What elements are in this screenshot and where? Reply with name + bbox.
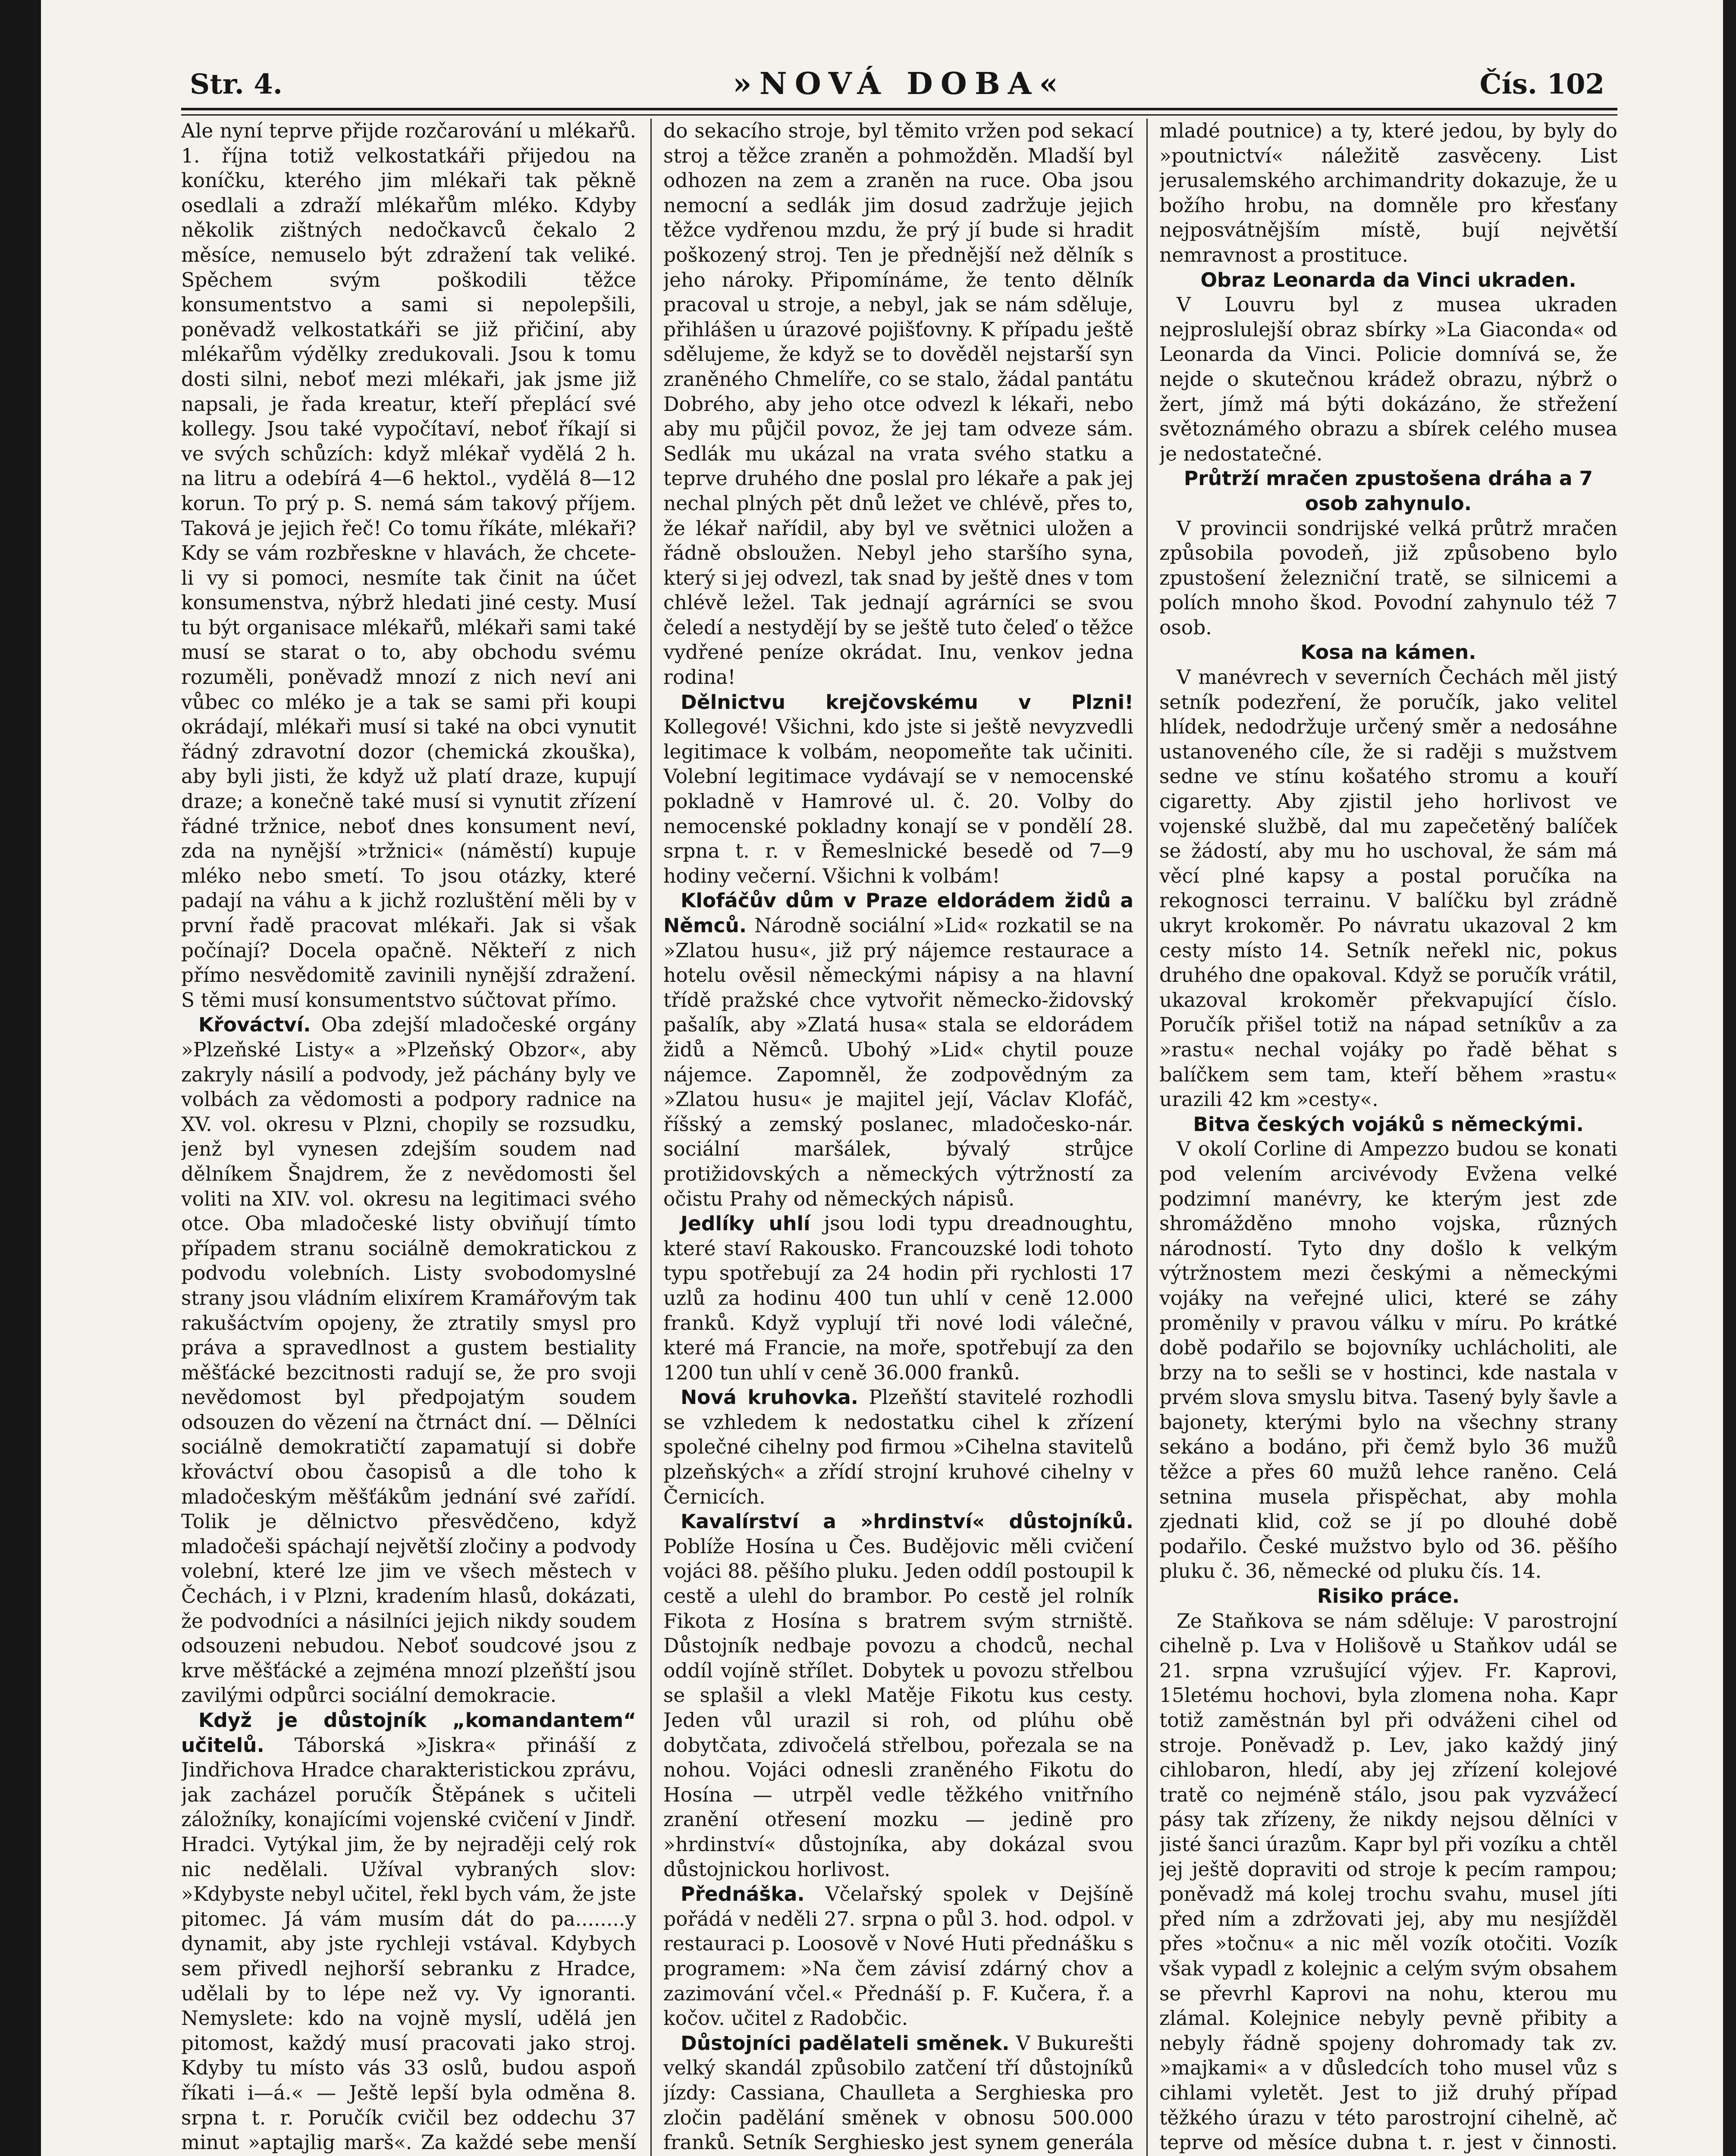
article-headline: Důstojníci padělateli směnek. <box>681 2031 1010 2055</box>
article-body: V Louvru byl z musea ukraden nejproslulejší obraz sbírky »La Giaconda« od Leonarda da Vinci. Policie domnívá se, že nejde o skutečnou krádež obrazu, nýbrž o žert, jímž má býti dokázáno, že střežení světoznámého obrazu a sbírek celého musea je nedostatečné. <box>1159 293 1617 465</box>
article-text: mladé poutnice) a ty, které jedou, by byly do »poutnictví« náležitě zasvěceny. List jerusalemského archimandrity dokazuje, že u božího hrobu, na domněle pro křesťany nejposvátnějším místě, bují největší nemravnost a prostituce. <box>1159 119 1617 266</box>
article-headline: Křováctví. <box>198 1013 311 1037</box>
column-divider <box>650 119 652 2156</box>
article-body: V manévrech v severních Čechách měl jistý setník podezření, že poručík, jako velitel hlídek, nedodržuje určený směr a nedosáhne ustanoveného cíle, že si raději s mužstvem sedne ve stínu košatého stromu a kouří cigaretty. Aby zjistil jeho horlivost ve vojenské službě, dal mu zapečetěný balíček se žádostí, aby mu ho uschoval, že sám má věcí plné kapsy a postal poručíka na rekognosci terrainu. V balíčku byl zrádně ukryt krokoměr. Po návratu ukazoval 2 km cesty místo 14. Setník neřekl nic, pokus druhého dne opakoval. Když se poručík vrátil, ukazoval krokoměr překvapující číslo. Poručík přišel totiž na nápad setníkův a za »rastu« nechal vojáky po řadě běhat s balíčkem sem tam, kteří během »rastu« urazili 42 km »cesty«. <box>1159 666 1617 1111</box>
article-paragraph <box>663 1509 1133 1882</box>
article-text: Národně sociální »Lid« rozkatil se na »Zlatou husu«, již prý nájemce restaurace a hotelu ověsil německými nápisy a na hlavní třídě pražské chce vytvořit německo-židovský pašalík, aby »Zlatá husa« stala se eldorádem židů a Němců. Ubohý »Lid« chytil pouze nájemce. Zapomněl, že zodpovědným za »Zlatou husu« je majitel její, Václav Klofáč, říšský a zemský poslanec, mladočesko-nár. sociální maršálek, bývalý strůjce protižidovských a německých výtržností za očistu Prahy od německých nápisů. <box>663 914 1133 1210</box>
article-headline: Když je důstojník „komandantem“ učitelů. <box>181 1709 636 1757</box>
newspaper-title: »NOVÁ DOBA« <box>733 66 1066 101</box>
article-text: V Bukurešti velký skandál způsobilo zatčení tří důstojníků jízdy: Cassiana, Chaulleta a Serghieska pro zločin padělání směnek v obnosu 500.000 franků. Setník Serghiesko jest synem generála <box>663 2031 1133 2154</box>
article-headline: Jedlíky uhlí <box>681 1212 810 1235</box>
article-text: Kollegové! Všichni, kdo jste si ještě nevyzvedli legitimace k volbám, neopomeňte tak učiniti. Volební legitimace vydávají se v nemocenské pokladně v Hamrové ul. č. 20. Volby do nemocenské pokladny konají se v pondělí 28. srpna t. r. v Řemeslnické besedě od 7—9 hodiny večerní. Všichni k volbám! <box>663 715 1133 887</box>
article-headline: Kosa na kámen. <box>1300 641 1476 664</box>
column-1 <box>181 119 636 2156</box>
article-headline: Nová kruhovka. <box>681 1386 858 1409</box>
header-rule <box>181 114 1617 116</box>
article-body: Ze Staňkova se nám sděluje: V parostrojní cihelně p. Lva v Holišově u Staňkov udál se 21. srpna vzrušující výjev. Fr. Kaprovi, 15letému hochovi, byla zlomena noha. Kapr totiž zaměstnán byl při odváženi cihel od stroje. Poněvadž p. Lev, jako každý jiný cihlobaron, hledí, aby jej zřízení kolejové tratě co nejméně stálo, jsou pak vyzvážecí pásy tak zřízeny, že nikdy nejsou dělníci v jisté šanci úrazům. Kapr byl při vozíku a chtěl jej ještě dopraviti od stroje k pecím rampou; poněvadž má kolej trochu svahu, musel jíti před ním a zdržovati jej, aby mu nesjížděl přes »točnu« a nic měl vozík otočiti. Vozík však vypadl z kolejnic a celým svým obsahem se převrhl Kaprovi na nohu, kterou mu zlámal. Kolejnice nebyly pevně přibity a nebyly řádně spojeny dohromady tak zv. »majkami« a v důsledcích toho musel vůz s cihlami vyletět. Jest to již druhý případ těžkého úrazu v této parostrojní cihelně, ač teprve od měsíce dubna t. r. jest v činnosti. <box>1159 1609 1617 2154</box>
scan-border-right <box>1723 0 1736 2156</box>
article-paragraph <box>663 690 1133 889</box>
article-headline: Obraz Leonarda da Vinci ukraden. <box>1200 268 1576 291</box>
article-paragraph <box>663 1882 1133 2031</box>
article-text: Plzeňští stavitelé rozhodli se vzhledem k nedostatku cihel k zřízení společné cihelny pod firmou »Cihelna stavitelů plzeňských« a zřídí strojní kruhové cihelny v Černicích. <box>663 1386 1133 1508</box>
article-text: Poblíže Hosína u Čes. Budějovic měli cvičení vojáci 88. pěšího pluku. Jeden oddíl postoupil k cestě a ulehl do brambor. Po cestě jel rolník Fikota z Hosína s bratrem svým strniště. Důstojník nedbaje povozu a chodců, nechal oddíl vojíně střílet. Dobytek u povozu střelbou se splašil a vlekl Matěje Fikotu kus cesty. Jeden vůl urazil si roh, od plúhu obě dobytčata, zdivočelá střelbou, pořezala se na nohou. Vojáci odnesli zraněného Fikotu do Hosína — utrpěl vedle těžkého vnitřního zranění otřesení mozku — jedině pro »hrdinství« důstojníka, aby dokázal svou důstojnickou horlivost. <box>663 1535 1133 1881</box>
issue-number: Čís. 102 <box>1479 68 1604 100</box>
article-paragraph <box>181 1708 636 2156</box>
article-paragraph <box>181 1012 636 1708</box>
article-headline: Kavalírství a »hrdinství« důstojníků. <box>681 1510 1133 1533</box>
article-columns <box>181 119 1617 2156</box>
article-text: Ale nyní teprve přijde rozčarování u mlékařů. 1. října totiž velkostatkáři přijedou na koníčku, kterého jim mlékaři tak pěkně osedlali a zdraží mlékařům mléko. Kdyby několik zištných nedočkavců čekalo 2 měsíce, nemuselo být zdražení tak veliké. Spěchem svým poškodili těžce konsumentstvo a sami si nepolepšili, poněvadž velkostatkáři se již přičiní, aby mlékařům výdělky zredukovali. Jsou k tomu dosti silni, neboť mezi mlékaři, jak jsme již napsali, je řada kreatur, kteří přeplácí své kollegy. Jsou také vypočítaví, neboť říkají si ve svých schůzích: když mlékař vydělá 2 h. na litru a odebírá 4—6 hektol., vydělá 8—12 korun. To prý p. S. nemá sám takový příjem. Taková je jejich řeč! Co tomu říkáte, mlékaři? Kdy se vám rozbřeskne v hlavách, že chcete-li vy si pomoci, nesmíte tak činit na účet konsumenstva, nýbrž hledati jiné cesty. Musí tu být organisace mlékařů, mlékaři sami také musí se starat o to, aby obchodu svému rozuměli, poněvadž mnozí z nich neví ani vůbec co mléko je a tak se sami při koupi okrádají, mlékaři musí si také na obci vynutit řádný zdravotní dozor (chemická zkouška), aby byli jisti, že když už platí draze, kupují draze; a konečně také musí si vynutit zřízení řádné tržnice, neboť dnes konsument neví, zda na nynější »tržnici« (náměstí) kupuje mléko nebo smetí. To jsou otázky, které padají na váhu a k jichž rozluštění měli by v první řadě pracovat mlékaři. Jak si však počínají? Docela opačně. Někteří z nich přímo nesvědomitě zavinili nynější zdražení. S těmi musí konsumentstvo súčtovat přímo. <box>181 119 636 1012</box>
article-headline: Risiko práce. <box>1317 1585 1460 1608</box>
column-divider <box>1146 119 1148 2156</box>
article-paragraph <box>663 119 1133 690</box>
article-paragraph <box>1159 119 1617 268</box>
scan-border-left <box>0 0 41 2156</box>
page-number: Str. 4. <box>190 68 283 100</box>
article-text: Oba zdejší mladočeské orgány »Plzeňské Listy« a »Plzeňský Obzor«, aby zakryly násilí a podvody, jež páchány byly ve volbách za vědomosti a podpory radnice na XV. vol. okresu v Plzni, chopily se rozsudku, jenž byl vynesen zdejším soudem nad dělníkem Šnajdrem, že z nevědomosti šel voliti na XIV. vol. okresu na legitimaci svého otce. Oba mladočeské listy obviňují tímto případem stranu sociálně demokratickou z podvodu volebních. Listy svobodomyslné strany jsou vládním elixírem Kramářovým tak rakušáctvím opojeny, že ztratily smysl pro práva a spravedlnost a gustem bestiality měšťácké bezcitnosti radují se, že pro svoji nevědomost byl předpojatým soudem odsouzen do vězení na čtrnáct dní. — Dělníci sociálně demokratičtí zapamatují si dobře křováctví obou časopisů a dle toho k mladočeským měšťákům jednání své zařídí. Tolik je dělnictvo přesvědčeno, když mladočeši spáchají největší zločiny a podvody volební, které lze jim ve všech městech v Čechách, i v Plzni, kradením hlasů, dokázati, že podvodníci a násilníci jejich nikdy soudem odsouzeni nebudou. Neboť soudcové jsou z krve měšťácké a zejména mnozí plzeňští jsou zavilými odpůrci sociální demokracie. <box>181 1013 636 1707</box>
article-headline: Klofáčův dům v Praze eldorádem židů a Němců. <box>663 889 1133 937</box>
article-body: V provincii sondrijské velká průtrž mračen způsobila povodeň, již způsobeno bylo zpustošení železniční tratě, se silnicemi a polích mnoho škod. Povodní zahynulo též 7 osob. <box>1159 517 1617 639</box>
article-text: Táborská »Jiskra« přináší z Jindřichova Hradce charakteristickou zprávu, jak zacházel poručík Štěpánek s učiteli záložníky, konajícími vojenské cvičení v Jindř. Hradci. Vytýkal jim, že by nejraději celý rok nic nedělali. Užíval vybraných slov: »Kdybyste nebyl učitel, řekl bych vám, že jste pitomec. Já vám musím dát do pa........y dynamit, aby jste rychleji vstával. Kdybych sem přivedl nejhorší sebranku z Hradce, udělali by to lépe než vy. Vy ignoranti. Nemyslete: kdo na vojně myslí, udělá jen pitomost, každý musí pracovati jako stroj. Kdyby tu místo vás 33 oslů, budou aspoň říkati i—á.« — Ještě lepší byla odměna 8. srpna t. r. Poručík cvičil bez oddechu 37 minut »aptajlig marš«. Za každé sebe menší <box>181 1733 636 2154</box>
article-paragraph <box>181 119 636 1012</box>
article-paragraph <box>663 1385 1133 1509</box>
article-headline: Bitva českých vojáků s německými. <box>1193 1112 1584 1136</box>
article-headline: Dělnictvu krejčovskému v Plzni! <box>681 690 1133 714</box>
article-headline: Přednáška. <box>681 1883 805 1906</box>
article-text: do sekacího stroje, byl těmito vržen pod sekací stroj a těžce zraněn a pohmožděn. Mladší byl odhozen na zem a zraněn na ruce. Oba jsou nemocní a sedlák jim dosud zadržuje jejich těžce vydřenou mzdu, že prý jí bude si hradit poškozený stroj. Ten je přednější než dělník s jeho nároky. Připomínáme, že tento dělník pracoval u stroje, a nebyl, jak se nám sděluje, přihlášen u úrazové pojišťovny. K případu ještě sdělujeme, že když se to dověděl nejstarší syn zraněného Chmelíře, co se stalo, žádal pantátu Dobrého, aby jeho otce odvezl k lékaři, nebo aby mu půjčil povoz, že jej tam odveze sám. Sedlák mu ukázal na vrata svého statku a teprve druhého dne poslal pro lékaře a pak jej nechal plných pět dnů ležet ve chlévě, přes to, že lékař nařídil, aby byl ve světnici uložen a řádně obsloužen. Nebyl jeho staršího syna, který si jej odvezl, tak snad by ještě dnes v tom chlévě ležel. Tak jednají agrárníci se svou čeledí a nestydějí by se ještě tuto čeleď o těžce vydřené peníze okrádat. Inu, venkov jedna rodina! <box>663 119 1133 689</box>
article-text: Včelařský spolek v Dejšíně pořádá v neděli 27. srpna o půl 3. hod. odpol. v restauraci p. Loosově v Nové Huti přednášku s programem: »Na čem závisí zdárný chov a zazimování včel.« Přednáší p. F. Kučera, ř. a kočov. učitel z Radobčic. <box>663 1883 1133 2030</box>
article-body: V okolí Corline di Ampezzo budou se konati pod velením arcivévody Evžena velké podzimní manévry, ke kterým jest zde shromážděno mnoho vojska, různých národností. Tyto dny došlo k velkým výtržnostem mezi českými a německými vojáky na veřejné ulici, které se záhy proměnily v pravou válku v míru. Po krátké době podařilo se bojovníky uchlácholiti, ale brzy na to sešli se v hostinci, kde nastala v prvém slova smyslu bitva. Tasený byly šavle a bajonety, kterými bylo na všechny strany sekáno a bodáno, při čemž bylo 36 mužů těžce a přes 60 mužů lehce raněno. Celá setnina musela přispěchat, aby mohla zjednati klid, což se jí po dlouhé době podařilo. České mužstvo bylo od 36. pěšího pluku č. 36, německé od pluku čís. 14. <box>1159 1138 1617 1583</box>
article-headline: Průtrží mračen zpustošena dráha a 7 osob zahynulo. <box>1183 467 1593 515</box>
column-3 <box>1159 119 1617 2156</box>
article-paragraph <box>663 2031 1133 2156</box>
column-2 <box>663 119 1133 2156</box>
article-paragraph <box>663 1211 1133 1385</box>
page-header <box>181 60 1617 110</box>
article-paragraph <box>663 888 1133 1211</box>
article-text: jsou lodi typu dreadnoughtu, které staví Rakousko. Francouzské lodi tohoto typu spotřebují za 24 hodin při rychlosti 17 uzlů za hodinu 400 tun uhlí v ceně 12.000 franků. Když vyplují tři nové lodi válečné, které má Francie, na moře, spotřebují za den 1200 tun uhlí v ceně 36.000 franků. <box>663 1212 1133 1384</box>
